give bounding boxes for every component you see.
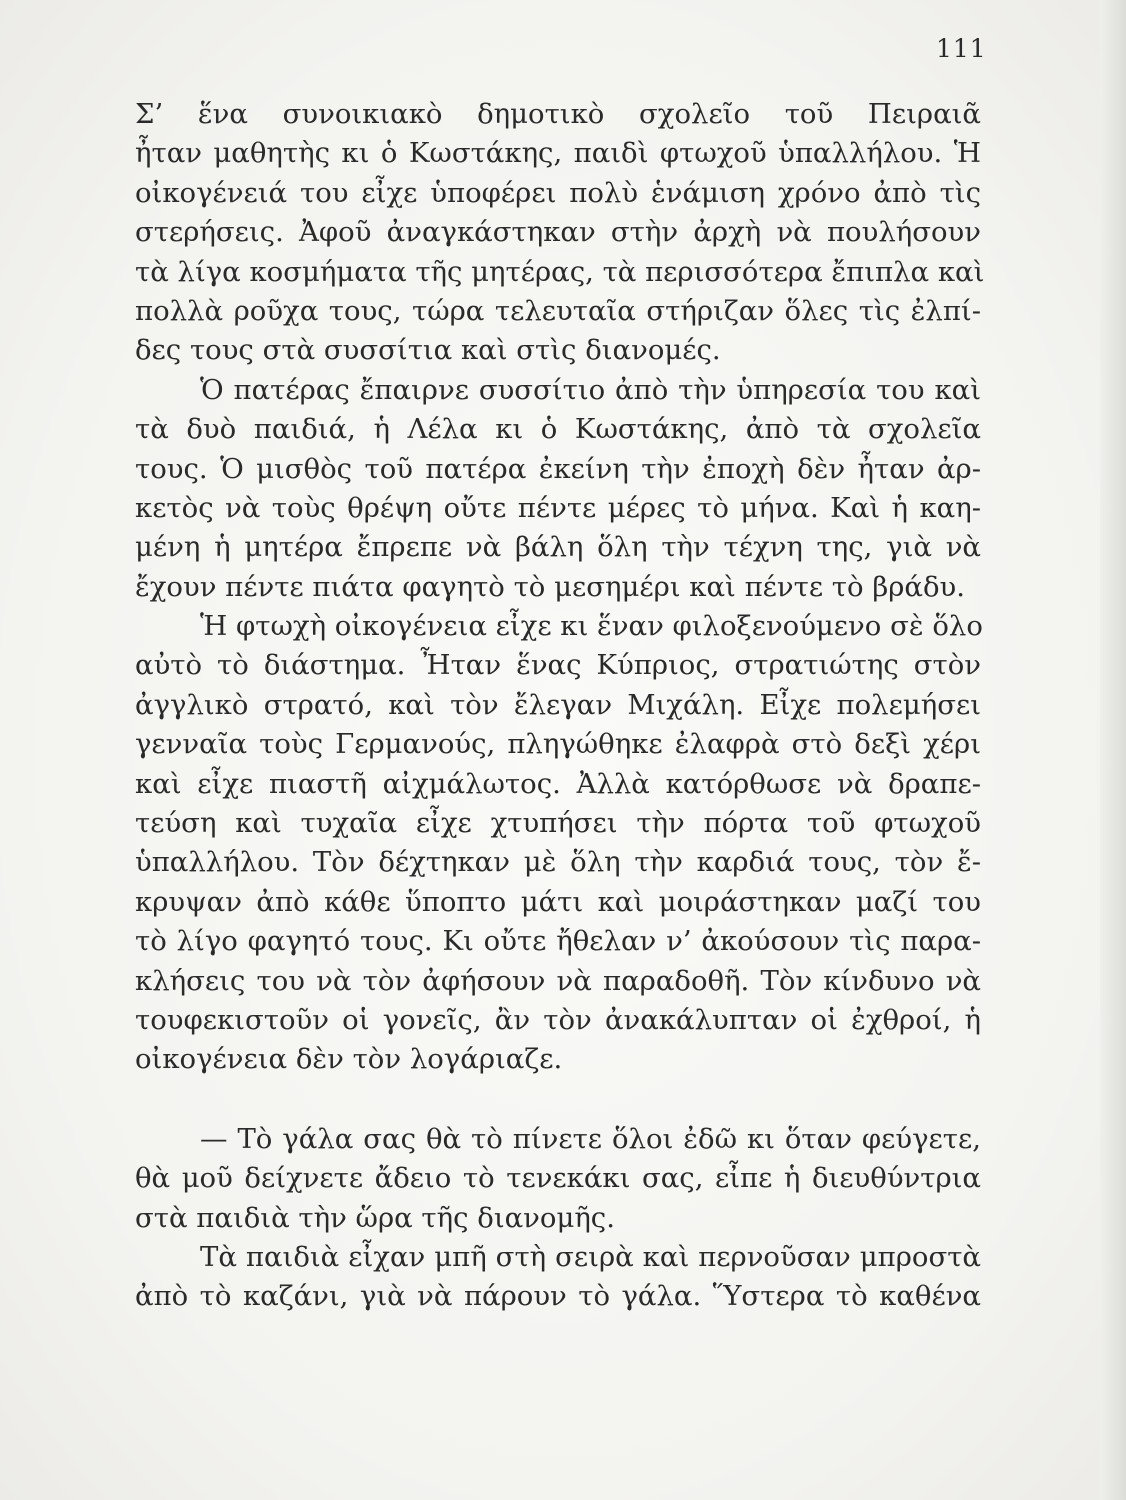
text-line: ἀπὸ τὸ καζάνι, γιὰ νὰ πάρουν τὸ γάλα. Ὕστερα τὸ καθένα xyxy=(135,1280,981,1313)
text-line: καὶ εἶχε πιαστῆ αἰχμάλωτος. Ἀλλὰ κατόρθωσε νὰ δραπε- xyxy=(135,767,981,800)
paragraph xyxy=(135,1120,981,1238)
text-line: ὑπαλλήλου. Τὸν δέχτηκαν μὲ ὅλη τὴν καρδιά τους, τὸν ἔ- xyxy=(135,846,981,879)
text-line: πολλὰ ροῦχα τους, τώρα τελευταῖα στήριζαν ὅλες τὶς ἐλπί- xyxy=(135,294,981,327)
text-line: αὐτὸ τὸ διάστημα. Ἦταν ἕνας Κύπριος, στρατιώτης στὸν xyxy=(135,649,981,682)
paragraph xyxy=(135,1238,981,1317)
text-line: μένη ἡ μητέρα ἔπρεπε νὰ βάλη ὅλη τὴν τέχνη της, γιὰ νὰ xyxy=(135,531,981,564)
text-line: Ὁ πατέρας ἔπαιρνε συσσίτιο ἀπὸ τὴν ὑπηρεσία του καὶ xyxy=(200,373,981,406)
text-line: κρυψαν ἀπὸ κάθε ὕποπτο μάτι καὶ μοιράστηκαν μαζί του xyxy=(135,885,981,918)
text-line: τὸ λίγο φαγητό τους. Κι οὔτε ἤθελαν ν’ ἀκούσουν τὶς παρα- xyxy=(135,925,981,958)
text-line: τεύση καὶ τυχαῖα εἶχε χτυπήσει τὴν πόρτα τοῦ φτωχοῦ xyxy=(135,807,981,840)
paragraph xyxy=(135,95,985,371)
text-line: στὰ παιδιὰ τὴν ὥρα τῆς διανομῆς. xyxy=(135,1201,615,1234)
text-line: κετὸς νὰ τοὺς θρέψη οὔτε πέντε μέρες τὸ μήνα. Καὶ ἡ καη- xyxy=(135,491,981,524)
text-line: τουφεκιστοῦν οἱ γονεῖς, ἂν τὸν ἀνακάλυπταν οἱ ἐχθροί, ἡ xyxy=(135,1003,981,1036)
text-line: κλήσεις του νὰ τὸν ἀφήσουν νὰ παραδοθῆ. Τὸν κίνδυνο νὰ xyxy=(135,964,981,997)
text-line: ἔχουν πέντε πιάτα φαγητὸ τὸ μεσημέρι καὶ πέντε τὸ βράδυ. xyxy=(135,570,965,603)
text-line: θὰ μοῦ δείχνετε ἄδειο τὸ τενεκάκι σας, εἶπε ἡ διευθύντρια xyxy=(135,1162,981,1195)
text-line: ἦταν μαθητὴς κι ὁ Κωστάκης, παιδὶ φτωχοῦ ὑπαλλήλου. Ἡ xyxy=(135,137,981,170)
paragraph-gap xyxy=(135,1080,981,1120)
text-line: γενναῖα τοὺς Γερμανούς, πληγώθηκε ἐλαφρὰ στὸ δεξὶ χέρι xyxy=(135,728,981,761)
page-edge-shadow xyxy=(1100,0,1126,1500)
text-line: Τὰ παιδιὰ εἶχαν μπῆ στὴ σειρὰ καὶ περνοῦσαν μπροστὰ xyxy=(200,1240,981,1273)
text-line: δες τους στὰ συσσίτια καὶ στὶς διανομές. xyxy=(135,334,721,367)
text-line: Ἡ φτωχὴ οἰκογένεια εἶχε κι ἕναν φιλοξενούμενο σὲ ὅλο xyxy=(200,610,983,643)
text-line: οἰκογένειά του εἶχε ὑποφέρει πολὺ ἑνάμιση χρόνο ἀπὸ τὶς xyxy=(135,176,981,209)
text-line: στερήσεις. Ἀφοῦ ἀναγκάστηκαν στὴν ἀρχὴ νὰ πουλήσουν xyxy=(135,216,981,249)
page-number: 111 xyxy=(936,34,987,63)
text-line: τὰ λίγα κοσμήματα τῆς μητέρας, τὰ περισσότερα ἔπιπλα καὶ xyxy=(135,255,985,288)
paragraph xyxy=(135,371,981,607)
text-line: τὰ δυὸ παιδιά, ἡ Λέλα κι ὁ Κωστάκης, ἀπὸ τὰ σχολεῖα xyxy=(135,413,981,446)
text-line: τους. Ὁ μισθὸς τοῦ πατέρα ἐκείνη τὴν ἐποχὴ δὲν ἦταν ἀρ- xyxy=(135,452,981,485)
body-text xyxy=(135,95,985,1317)
text-line: — Τὸ γάλα σας θὰ τὸ πίνετε ὅλοι ἐδῶ κι ὅταν φεύγετε, xyxy=(200,1122,981,1155)
text-line: οἰκογένεια δὲν τὸν λογάριαζε. xyxy=(135,1043,563,1076)
text-line: Σ’ ἕνα συνοικιακὸ δημοτικὸ σχολεῖο τοῦ Πειραιᾶ xyxy=(135,98,981,130)
paragraph xyxy=(135,607,981,1080)
text-line: ἀγγλικὸ στρατό, καὶ τὸν ἔλεγαν Μιχάλη. Εἶχε πολεμήσει xyxy=(135,688,981,721)
